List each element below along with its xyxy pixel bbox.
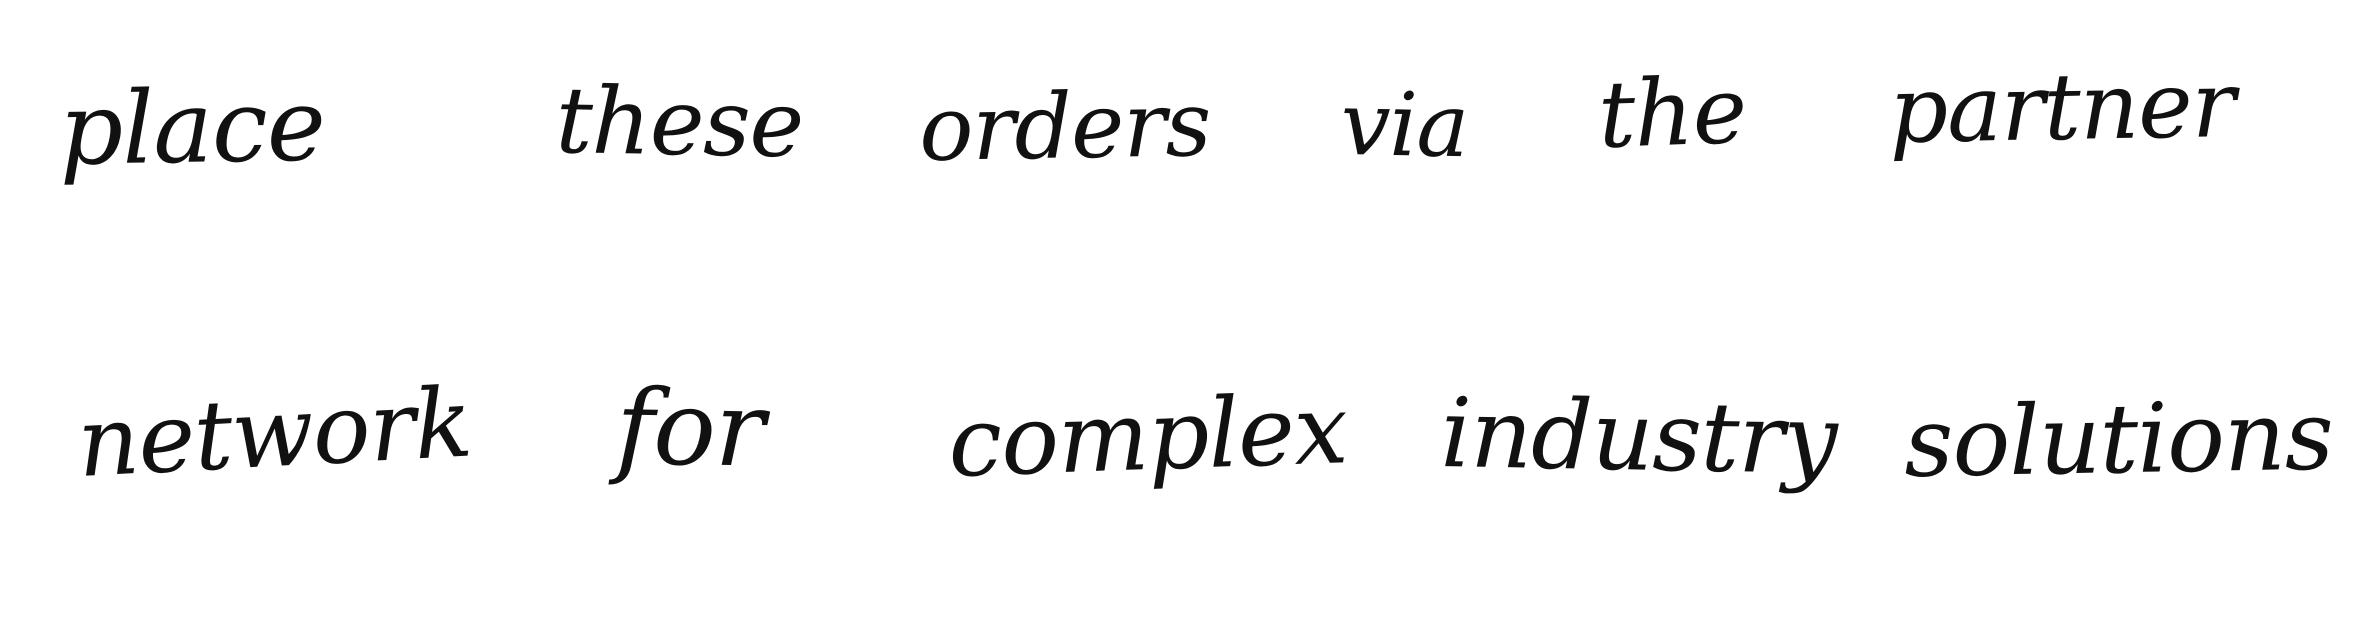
handwritten-word: the xyxy=(1596,56,1748,169)
handwriting-line-1 xyxy=(0,30,2360,250)
handwritten-word: orders xyxy=(918,71,1212,182)
handwriting-line-2 xyxy=(0,350,2360,570)
handwritten-word: partner xyxy=(1888,50,2236,164)
handwritten-word: via xyxy=(1339,72,1469,178)
handwritten-word: industry xyxy=(1439,377,1838,496)
handwritten-word: network xyxy=(74,366,475,499)
handwritten-word: complex xyxy=(946,373,1349,499)
handwritten-word: solutions xyxy=(1903,379,2334,499)
handwritten-word: place xyxy=(58,66,326,188)
handwritten-word: these xyxy=(554,67,805,179)
handwritten-word: for xyxy=(614,366,765,491)
